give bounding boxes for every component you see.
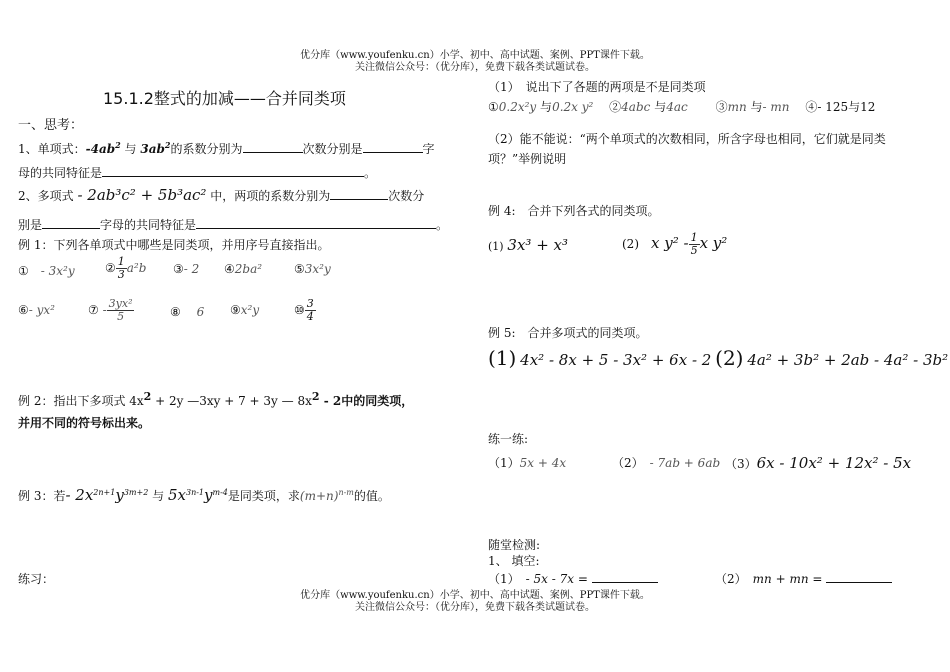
ex4-item-1: (1) 3x³ + x³ bbox=[488, 236, 569, 254]
ex1-item-6: ⑥- yx² bbox=[18, 303, 55, 317]
practice-item-1: （1）5x + 4x bbox=[488, 456, 567, 470]
ex4-item-2-fraction: $\frac{1}{5}$ bbox=[690, 231, 698, 257]
q2-blank-feature[interactable] bbox=[196, 217, 436, 229]
q1-mid: 的系数分别为 bbox=[170, 142, 243, 156]
q1-and: 与 bbox=[124, 142, 137, 156]
question-1-line-2 bbox=[18, 164, 376, 181]
example-2-line-1: 例 2：指出下多项式 $4x^2 + 2y$ —3xy + 7 + 3y — $8x^2 - 2$中的同类项， bbox=[18, 390, 414, 408]
ex5-items: (1) 4x² - 8x + 5 - 3x² + 6x - 2 (2) 4a² + 3b² + 2ab - 4a² - 3b² bbox=[488, 346, 949, 370]
ex1-item-5: ⑤3x²y bbox=[294, 262, 331, 276]
q1-line2: 字 bbox=[422, 142, 435, 156]
section-heading-think: 一、思考： bbox=[18, 118, 84, 133]
example-1-prompt: 例 1：下列各单项式中哪些是同类项，并用序号直接指出。 bbox=[18, 238, 330, 252]
q2-mid2: 次数分 bbox=[388, 189, 425, 203]
header-line-1: 优分库（www.youfenku.cn）小学、初中、高中试题、案例、PPT课件下载。 bbox=[300, 50, 650, 61]
q2-end: 。 bbox=[436, 218, 449, 232]
classroom-test-heading: 随堂检测: bbox=[488, 538, 541, 552]
q1-prefix: 1、单项式： bbox=[18, 142, 86, 156]
q2-blank-coeff[interactable] bbox=[330, 188, 388, 200]
example-2-line-2: 并用不同的符号标出来。 bbox=[18, 416, 151, 430]
q2-prefix: 2、多项式 bbox=[18, 189, 74, 203]
practice-item-3: （3）6x - 10x² + 12x² - 5x bbox=[725, 454, 912, 472]
example-4-prompt: 例 4: 合并下列各式的同类项。 bbox=[488, 204, 660, 218]
q2-mid: 中，两项的系数分别为 bbox=[210, 189, 331, 203]
header-line-2: 关注微信公众号：（优分库），免费下载各类试题试卷。 bbox=[355, 62, 595, 73]
ex1-item-7-fraction: $\frac{\text{3yx²}}{5}$ bbox=[108, 297, 133, 323]
q2-expression: - 2ab³c² + 5b³ac² bbox=[77, 186, 207, 204]
q1-blank-feature[interactable] bbox=[102, 165, 364, 177]
ex1-item-2: ② $\frac{1}{3}$ a²b bbox=[105, 255, 147, 281]
practice-heading: 练习： bbox=[18, 572, 55, 586]
fill-in-heading: 1、 填空: bbox=[488, 554, 540, 568]
q2-line2b: 字母的共同特征是 bbox=[100, 218, 197, 232]
practice-heading-right: 练一练: bbox=[488, 432, 529, 446]
q1-end: 。 bbox=[364, 166, 377, 180]
footer-line-1: 优分库（www.youfenku.cn）小学、初中、高中试题、案例、PPT课件下载。 bbox=[300, 590, 650, 601]
question-2-line-1 bbox=[18, 186, 424, 204]
example-5-prompt: 例 5: 合并多项式的同类项。 bbox=[488, 326, 648, 340]
ex1-item-9: ⑨x²y bbox=[230, 303, 260, 317]
ex1-item-3: ③- 2 bbox=[173, 262, 200, 276]
q1-line3: 母的共同特征是 bbox=[18, 166, 103, 180]
q1-blank-coeff[interactable] bbox=[243, 141, 303, 153]
q1-blank-degree[interactable] bbox=[363, 141, 423, 153]
ex1-item-1: ① - 3x²y bbox=[18, 264, 75, 278]
fill-item-1: （1） - 5x - 7x = bbox=[488, 570, 658, 587]
example-3: 例 3：若- $2x^{2n+1}y^{3m+2}$ 与 $5x^{3n-1}y^{m-4}$是同类项，求$(m+n)^{n-m}$的值。 bbox=[18, 486, 390, 504]
ex1-item-4: ④2ba² bbox=[224, 262, 263, 276]
fill-item-2: （2） mn + mn = bbox=[715, 570, 892, 587]
page-title: 15.1.2整式的加减——合并同类项 bbox=[103, 89, 346, 108]
q2-blank-degree[interactable] bbox=[42, 217, 100, 229]
footer-line-2: 关注微信公众号：（优分库），免费下载各类试题试卷。 bbox=[355, 602, 595, 613]
question-2-line-2 bbox=[18, 216, 448, 233]
q2-line2a: 别是 bbox=[18, 218, 43, 232]
q1-mid2: 次数分别是 bbox=[302, 142, 363, 156]
fill-item-2-blank[interactable] bbox=[826, 571, 892, 583]
q1-term1: $-4ab^2$ bbox=[85, 140, 121, 156]
ex4-item-2: (2) x y² - $\frac{1}{5}$ x y² bbox=[622, 231, 728, 257]
part-2-prompt: （2）能不能说：“两个单项式的次数相同，所含字母也相同，它们就是同类 bbox=[488, 132, 886, 146]
part-2-prompt-line-2: 项？”举例说明 bbox=[488, 152, 567, 166]
practice-item-2: （2） - 7ab + 6ab bbox=[612, 456, 721, 470]
part-1-items: ①0.2x²y 与0.2x y² ②4abc 与4ac ③mn 与- mn ④- 125与12 bbox=[488, 100, 876, 114]
q1-term2: $3ab^2$ bbox=[140, 140, 171, 156]
question-1-line-1 bbox=[18, 140, 435, 157]
ex1-item-10: ⑩ $\frac{3}{4}$ bbox=[294, 297, 314, 323]
ex1-item-8: ⑧ 6 bbox=[170, 305, 205, 319]
part-1-prompt: （1） 说出下了各题的两项是不是同类项 bbox=[488, 80, 706, 94]
ex1-item-2-fraction: $\frac{1}{3}$ bbox=[117, 255, 125, 281]
fill-item-1-blank[interactable] bbox=[592, 571, 658, 583]
ex1-item-10-fraction: $\frac{3}{4}$ bbox=[306, 297, 314, 323]
ex1-item-7: ⑦ - $\frac{\text{3yx²}}{5}$ bbox=[88, 297, 133, 323]
